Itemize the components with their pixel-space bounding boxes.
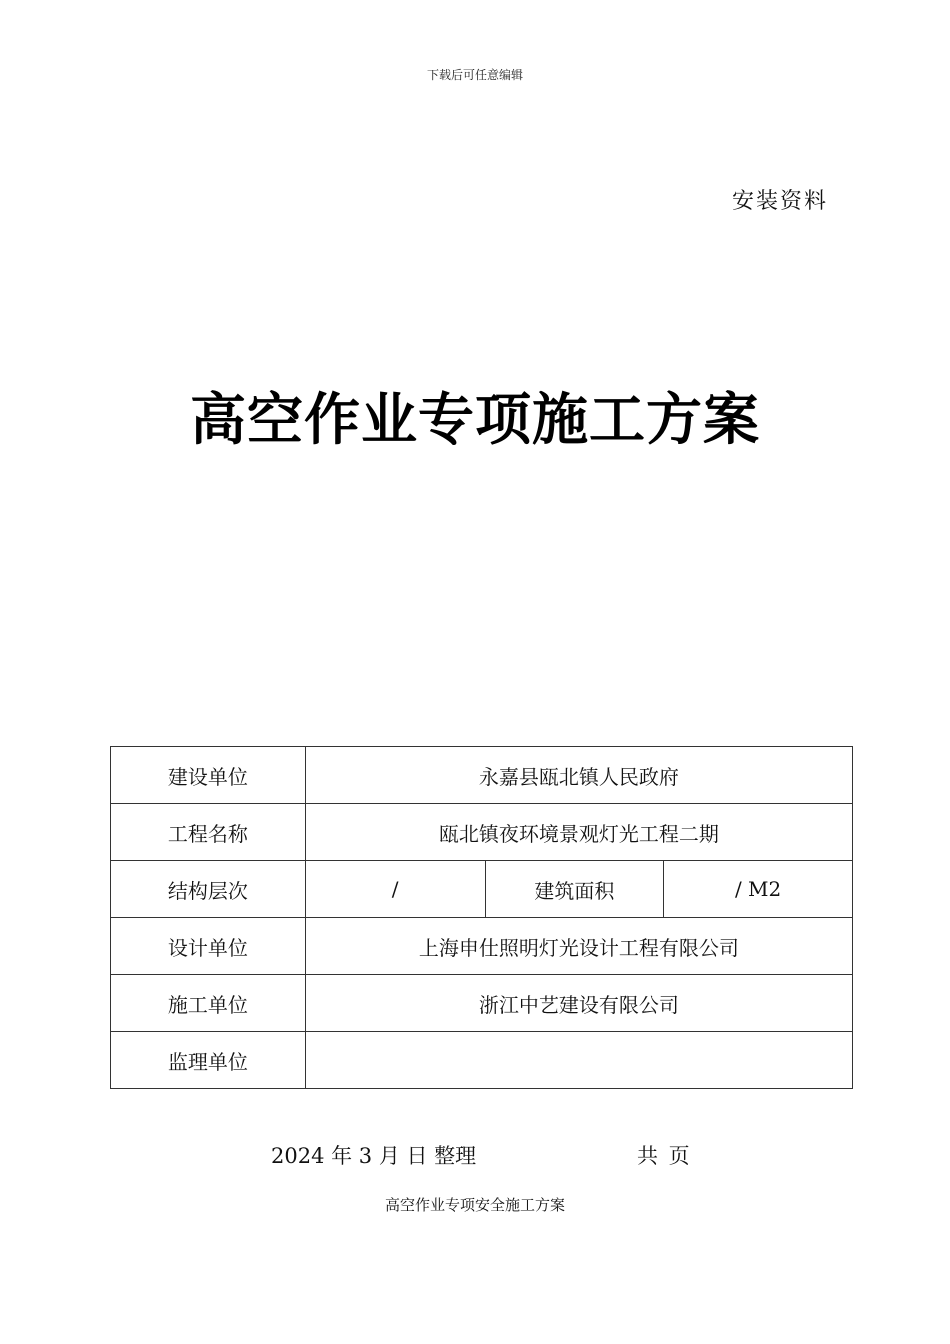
construction-unit-label: 建设单位: [111, 747, 306, 804]
table-row: [111, 918, 853, 975]
table-row: [111, 1032, 853, 1089]
design-unit-label: 设计单位: [111, 918, 306, 975]
page-count: 共 页: [637, 1144, 692, 1168]
supervision-unit-value: [305, 1032, 852, 1089]
table-row: [111, 975, 853, 1032]
structure-value: /: [305, 861, 485, 918]
structure-label: 结构层次: [111, 861, 306, 918]
project-name-label: 工程名称: [111, 804, 306, 861]
document-category: 安装资料: [732, 189, 829, 214]
compile-date: 2024 年 3 月 日 整理: [271, 1144, 477, 1168]
project-name-value: 瓯北镇夜环境景观灯光工程二期: [305, 804, 852, 861]
table-row: [111, 747, 853, 804]
area-value: / M2: [664, 861, 853, 918]
project-info-table: [110, 746, 853, 1089]
header-note: 下载后可任意编辑: [426, 68, 523, 82]
supervision-unit-label: 监理单位: [111, 1032, 306, 1089]
table-row: [111, 861, 853, 918]
design-unit-value: 上海申仕照明灯光设计工程有限公司: [305, 918, 852, 975]
builder-unit-label: 施工单位: [111, 975, 306, 1032]
area-label: 建筑面积: [485, 861, 664, 918]
construction-unit-value: 永嘉县瓯北镇人民政府: [305, 747, 852, 804]
footer-note: 高空作业专项安全施工方案: [384, 1196, 565, 1214]
table-row: [111, 804, 853, 861]
builder-unit-value: 浙江中艺建设有限公司: [305, 975, 852, 1032]
document-title: 高空作业专项施工方案: [190, 388, 760, 453]
